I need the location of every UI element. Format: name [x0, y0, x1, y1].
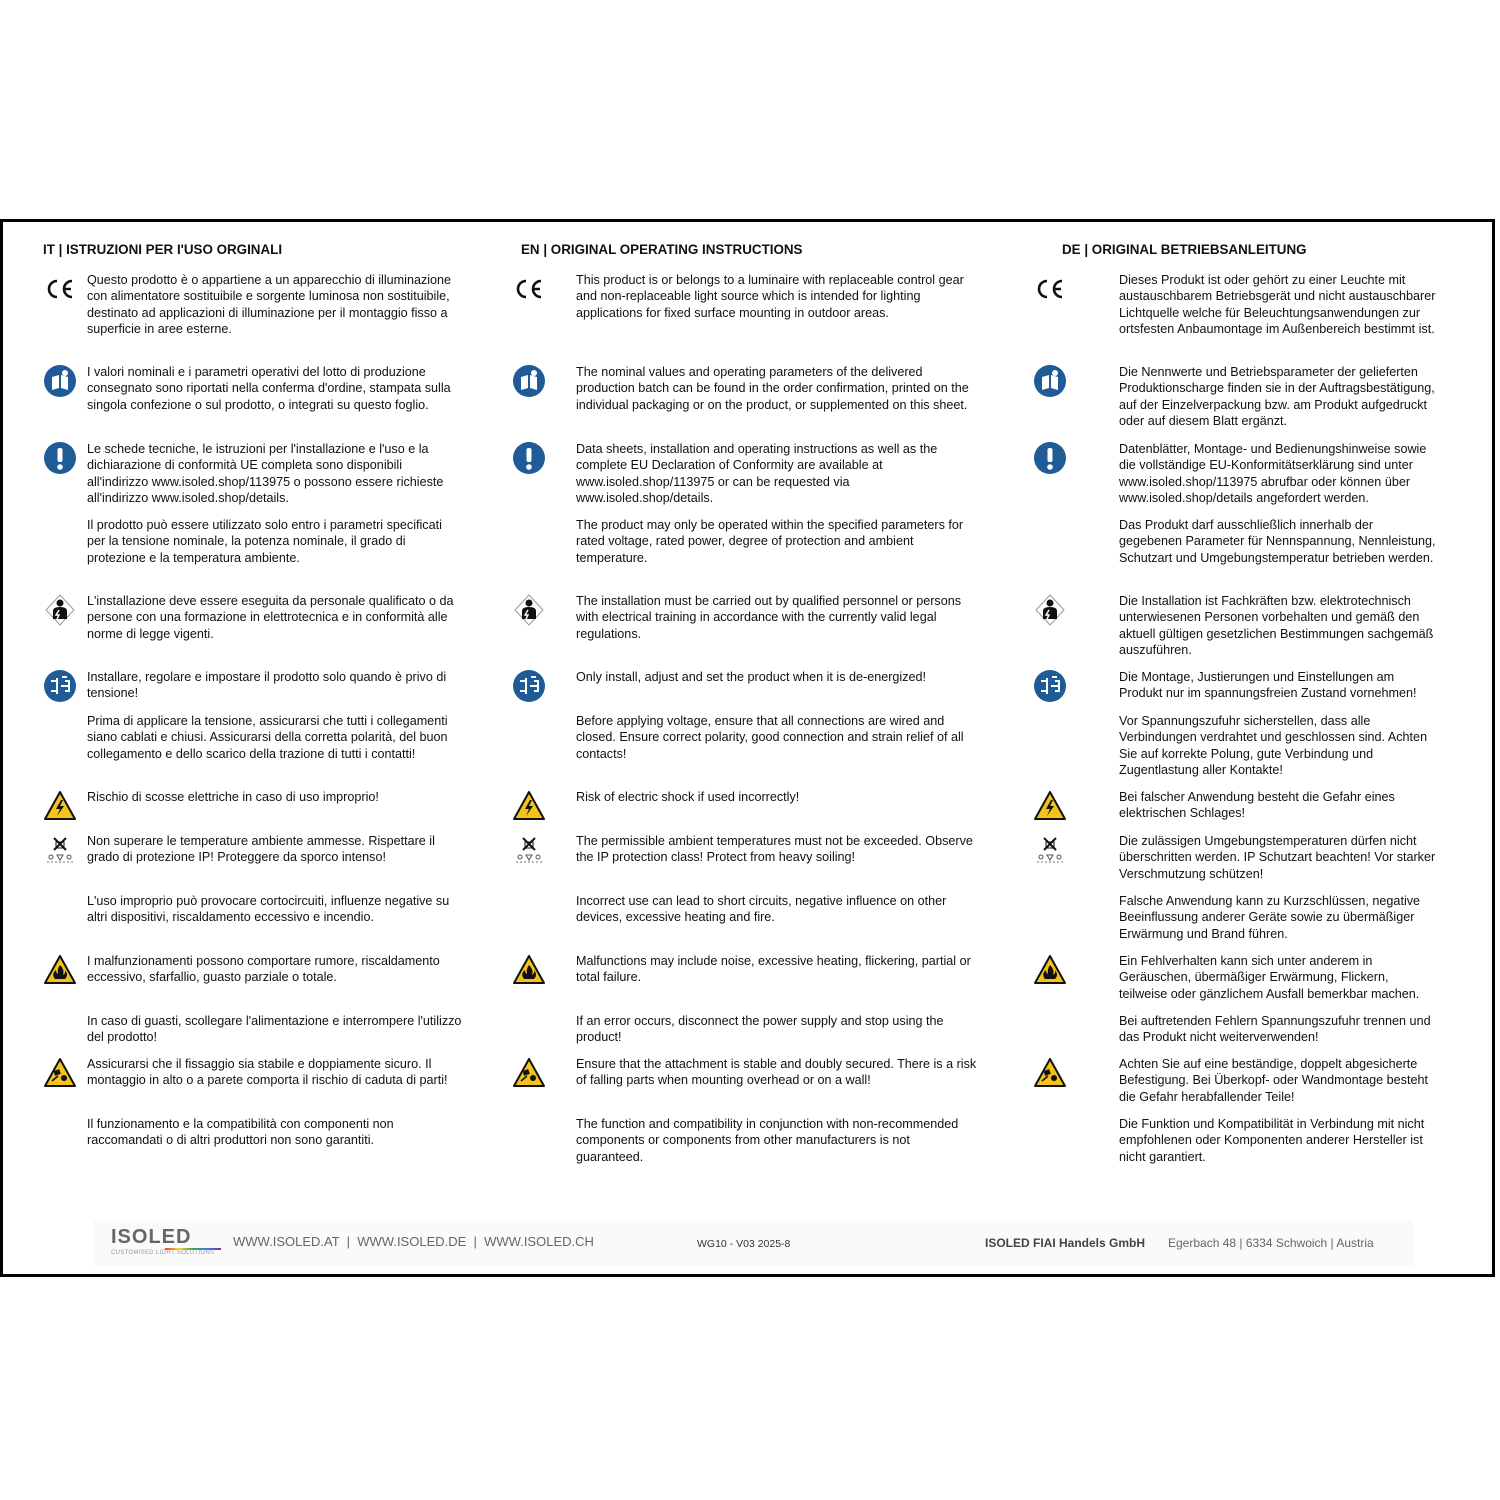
temperature-ip-icon: [512, 833, 546, 867]
block-text: Die zulässigen Umgebungstemperaturen dürfen nicht überschritten werden. IP Schutzart beachten! Vor starker Verschmutzung schützen!: [1119, 834, 1436, 881]
ce-mark-icon: [43, 272, 77, 306]
block-text: I malfunzionamenti possono comportare rumore, riscaldamento eccessivo, sfarfallio, guasto parziale o totale.: [87, 954, 440, 985]
block-text: This product is or belongs to a luminaire with replaceable control gear and non-replaceable light source which is intended for lighting applications for fixed surface mounting in outdoor areas.: [576, 273, 964, 320]
block-text: L'uso improprio può provocare cortocircuiti, influenze negative su altri dispositivi, riscaldamento eccessivo e incendio.: [87, 894, 450, 925]
block-text: Ein Fehlverhalten kann sich unter anderem in Geräuschen, übermäßiger Erwärmung, Flickern, teilweise oder gänzlichem Ausfall bemerkbar machen.: [1119, 954, 1420, 1001]
block-text: Il prodotto può essere utilizzato solo entro i parametri specificati per la tensione nominale, la potenza nominale, il grado di protezione e la temperatura ambiente.: [87, 518, 442, 565]
block-text: Achten Sie auf eine beständige, doppelt abgesicherte Befestigung. Bei Überkopf- oder Wandmontage besteht die Gefahr herabfallender Teile!: [1119, 1057, 1428, 1104]
block-text: If an error occurs, disconnect the power supply and stop using the product!: [576, 1014, 944, 1045]
block-text: L'installazione deve essere eseguita da personale qualificato o da persone con una formazione in elettrotecnica e in conformità alle norme di legge vigenti.: [87, 594, 454, 641]
block-text: Dieses Produkt ist oder gehört zu einer Leuchte mit austauschbarem Betriebsgerät und nicht austauschbarer Lichtquelle welche für Beleuchtungsanwendungen zur ortsfesten Anbaumontage im Außenbereich bestimmt ist.: [1119, 273, 1436, 337]
exclamation-icon: [1033, 441, 1067, 475]
block-text: Incorrect use can lead to short circuits, negative influence on other devices, excessive heating and fire.: [576, 894, 947, 925]
electric-shock-warning-icon: [1033, 789, 1067, 823]
block-text: Prima di applicare la tensione, assicurarsi che tutti i collegamenti siano cablati e chiusi. Assicurarsi della corretta polarità, del buon collegamento e dello scarico della trazione di tutti i contatti!: [87, 714, 448, 761]
block-text: Ensure that the attachment is stable and doubly secured. There is a risk of falling parts when mounting overhead or on a wall!: [576, 1057, 977, 1088]
block-text: I valori nominali e i parametri operativi del lotto di produzione consegnato sono riportati nella conferma d'ordine, stampata sulla singola confezione o sul prodotto, o integrati su questo foglio.: [87, 365, 451, 412]
disconnect-power-icon: [1033, 669, 1067, 703]
block-text: Le schede tecniche, le istruzioni per l'installazione e l'uso e la dichiarazione di conformità UE completa sono disponibili all'indirizzo www.isoled.shop/113975 o possono essere richieste all'indirizzo www.isoled.shop/details.: [87, 442, 444, 506]
block-text: Il funzionamento e la compatibilità con componenti non raccomandati o di altri produttori non sono garantiti.: [87, 1117, 394, 1148]
block-text: Risk of electric shock if used incorrectly!: [576, 790, 800, 804]
block-text: Datenblätter, Montage- und Bedienungshinweise sowie die vollständige EU-Konformitätserklärung sind unter www.isoled.shop/113975 abrufbar oder können über www.isoled.shop/details angefordert werden.: [1119, 442, 1427, 506]
ce-mark-icon: [1033, 272, 1067, 306]
exclamation-icon: [43, 441, 77, 475]
temperature-ip-icon: [1033, 833, 1067, 867]
block-text: Vor Spannungszufuhr sicherstellen, dass alle Verbindungen verdrahtet und geschlossen sind. Achten Sie auf korrekte Polung, gute Verbindung und Zugentlastung aller Kontakte!: [1119, 714, 1428, 778]
company-address: Egerbach 48 | 6334 Schwoich | Austria: [1168, 1236, 1374, 1250]
block-text: Before applying voltage, ensure that all connections are wired and closed. Ensure correct polarity, good connection and strain relief of all contacts!: [576, 714, 964, 761]
block-text: The permissible ambient temperatures must not be exceeded. Observe the IP protection class! Protect from heavy soiling!: [576, 834, 973, 865]
block-text: Malfunctions may include noise, excessive heating, flickering, partial or total failure.: [576, 954, 971, 985]
falling-parts-warning-icon: [1033, 1056, 1067, 1090]
logo-tagline: CUSTOMISED LIGHT SOLUTIONS: [111, 1250, 215, 1256]
column-heading: EN | ORIGINAL OPERATING INSTRUCTIONS: [521, 242, 803, 257]
block-text: In caso di guasti, scollegare l'alimentazione e interrompere l'utilizzo del prodotto!: [87, 1014, 462, 1045]
disconnect-power-icon: [512, 669, 546, 703]
document-version: WG10 - V03 2025-8: [697, 1238, 791, 1250]
ce-mark-icon: [512, 272, 546, 306]
block-text: Die Montage, Justierungen und Einstellungen am Produkt nur im spannungsfreien Zustand vornehmen!: [1119, 670, 1417, 701]
block-text: Non superare le temperature ambiente ammesse. Rispettare il grado di protezione IP! Proteggere da sporco intenso!: [87, 834, 435, 865]
electric-shock-warning-icon: [512, 789, 546, 823]
falling-parts-warning-icon: [43, 1056, 77, 1090]
footer: [93, 1220, 1413, 1266]
column-heading: DE | ORIGINAL BETRIEBSANLEITUNG: [1062, 242, 1307, 257]
block-text: Bei auftretenden Fehlern Spannungszufuhr trennen und das Produkt nicht weiterverwenden!: [1119, 1014, 1431, 1045]
block-text: Only install, adjust and set the product when it is de-energized!: [576, 670, 927, 684]
block-text: Falsche Anwendung kann zu Kurzschlüssen, negative Beeinflussung anderer Geräte sowie zu übermäßiger Erwärmung und Brand führen.: [1119, 894, 1421, 941]
logo-wordmark: ISOLED: [111, 1226, 192, 1248]
qualified-electrician-icon: [512, 593, 546, 627]
instruction-sheet: [0, 219, 1495, 1277]
fire-warning-icon: [43, 953, 77, 987]
block-text: Bei falscher Anwendung besteht die Gefahr eines elektrischen Schlages!: [1119, 790, 1395, 821]
read-manual-icon: [1033, 364, 1067, 398]
block-text: Data sheets, installation and operating instructions as well as the complete EU Declaration of Conformity are available at www.isoled.shop/113975 or can be requested via www.isoled.shop/details.: [576, 442, 938, 506]
block-text: Das Produkt darf ausschließlich innerhalb der gegebenen Parameter für Nennspannung, Nennleistung, Schutzart und Umgebungstemperatur betrieben werden.: [1119, 518, 1436, 565]
fire-warning-icon: [1033, 953, 1067, 987]
exclamation-icon: [512, 441, 546, 475]
block-text: Die Installation ist Fachkräften bzw. elektrotechnisch unterwiesenen Personen vorbehalten und gemäß den aktuell gültigen gesetzlichen Bestimmungen sachgemäß auszuführen.: [1119, 594, 1434, 658]
temperature-ip-icon: [43, 833, 77, 867]
block-text: Die Funktion und Kompatibilität in Verbindung mit nicht empfohlenen oder Komponenten anderer Hersteller ist nicht garantiert.: [1119, 1117, 1425, 1164]
qualified-electrician-icon: [43, 593, 77, 627]
block-text: The nominal values and operating parameters of the delivered production batch can be found in the order confirmation, printed on the individual packaging or on the product, or supplemented on this sheet.: [576, 365, 969, 412]
block-text: Installare, regolare e impostare il prodotto solo quando è privo di tensione!: [87, 670, 447, 701]
electric-shock-warning-icon: [43, 789, 77, 823]
falling-parts-warning-icon: [512, 1056, 546, 1090]
column-heading: IT | ISTRUZIONI PER I'USO ORGINALI: [43, 242, 283, 257]
block-text: The installation must be carried out by qualified personnel or persons with electrical training in accordance with the currently valid legal regulations.: [576, 594, 962, 641]
block-text: The product may only be operated within the specified parameters for rated voltage, rated power, degree of protection and ambient temperature.: [576, 518, 964, 565]
fire-warning-icon: [512, 953, 546, 987]
qualified-electrician-icon: [1033, 593, 1067, 627]
read-manual-icon: [512, 364, 546, 398]
block-text: Die Nennwerte und Betriebsparameter der gelieferten Produktionscharge finden sie in der Auftragsbestätigung, auf der Einzelverpackung bzw. am Produkt aufgedruckt oder auf diesem Blatt ergänzt.: [1119, 365, 1435, 429]
block-text: The function and compatibility in conjunction with non-recommended components or components from other manufacturers is not guaranteed.: [576, 1117, 959, 1164]
company-name: ISOLED FIAI Handels GmbH: [985, 1236, 1146, 1250]
footer-urls: WWW.ISOLED.AT | WWW.ISOLED.DE | WWW.ISOLED.CH: [233, 1234, 594, 1249]
block-text: Rischio di scosse elettriche in caso di uso improprio!: [87, 790, 379, 804]
block-text: Assicurarsi che il fissaggio sia stabile e doppiamente sicuro. Il montaggio in alto o a parete comporta il rischio di caduta di parti!: [87, 1057, 448, 1088]
disconnect-power-icon: [43, 669, 77, 703]
read-manual-icon: [43, 364, 77, 398]
block-text: Questo prodotto è o appartiene a un apparecchio di illuminazione con alimentatore sostituibile e sorgente luminosa non sostituibile, destinato ad applicazioni di illuminazione per il montaggio fisso a superficie in aree esterne.: [87, 273, 452, 337]
isoled-logo: [111, 1226, 221, 1260]
